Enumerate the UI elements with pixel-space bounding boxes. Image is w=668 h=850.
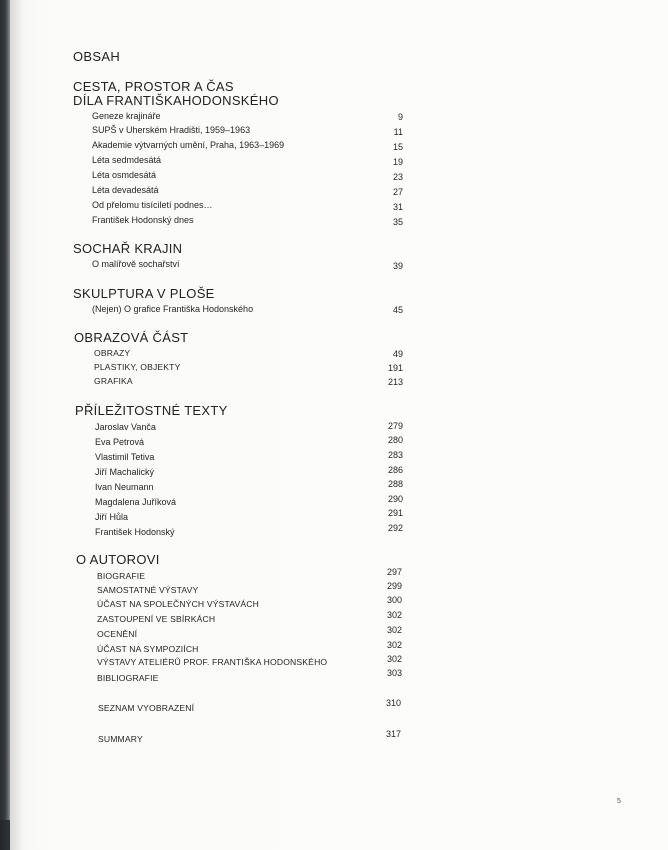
toc-entry-page: 302 bbox=[386, 625, 402, 635]
section-title-line: DÍLA FRANTIŠKAHODONSKÉHO bbox=[73, 93, 279, 108]
toc-entry-page: 280 bbox=[387, 435, 403, 445]
toc-entry-page: 191 bbox=[387, 363, 403, 373]
toc-entry-label[interactable]: František Hodonský dnes bbox=[92, 215, 194, 225]
toc-entry-label[interactable]: ÚČAST NA SPOLEČNÝCH VÝSTAVÁCH bbox=[97, 599, 259, 609]
section-title: SKULPTURA V PLOŠE bbox=[73, 286, 215, 301]
book-spine bbox=[0, 0, 10, 850]
toc-entry-label[interactable]: Jiří Hůla bbox=[95, 512, 129, 522]
toc-entry-page: 303 bbox=[386, 668, 402, 678]
toc-entry-label[interactable]: (Nejen) O grafice Františka Hodonského bbox=[92, 304, 254, 314]
toc-entry-page: 302 bbox=[386, 654, 402, 664]
toc-entry-label[interactable]: Geneze krajináře bbox=[92, 111, 161, 121]
toc-entry-label[interactable]: Ivan Neumann bbox=[95, 482, 154, 492]
toc-entry-label[interactable]: Léta sedmdesátá bbox=[92, 155, 162, 165]
toc-entry-page: 213 bbox=[387, 377, 403, 387]
toc-entry-label[interactable]: Jaroslav Vanča bbox=[95, 422, 156, 432]
toc-entry-page: 300 bbox=[386, 595, 402, 605]
toc-entry-page: 302 bbox=[386, 610, 402, 620]
toc-entry-label[interactable]: Akademie výtvarných umění, Praha, 1963–1969 bbox=[92, 140, 285, 150]
toc-entry-label[interactable]: SUMMARY bbox=[98, 734, 143, 744]
section-title: OBRAZOVÁ ČÁST bbox=[74, 330, 189, 345]
toc-entry-label[interactable]: Jiří Machalický bbox=[95, 467, 155, 477]
toc-entry-page: 9 bbox=[397, 112, 403, 122]
toc-entry-page: 291 bbox=[387, 508, 403, 518]
book-page bbox=[10, 0, 668, 850]
section-title: PŘÍLEŽITOSTNÉ TEXTY bbox=[75, 403, 228, 418]
toc-entry-page: 27 bbox=[392, 187, 403, 197]
toc-entry-label[interactable]: VÝSTAVY ATELIÉRŮ PROF. FRANTIŠKA HODONSKÉHO bbox=[97, 657, 328, 667]
toc-entry-label[interactable]: Od přelomu tisíciletí podnes… bbox=[92, 200, 213, 210]
toc-entry-page: 279 bbox=[387, 421, 403, 431]
table-of-contents bbox=[10, 0, 668, 850]
toc-entry-page: 286 bbox=[387, 465, 403, 475]
toc-entry-label[interactable]: Léta devadesátá bbox=[92, 185, 159, 195]
toc-entry-label[interactable]: PLASTIKY, OBJEKTY bbox=[94, 362, 181, 372]
toc-entry-label[interactable]: Vlastimil Tetiva bbox=[95, 452, 155, 462]
toc-entry-label[interactable]: František Hodonský bbox=[95, 527, 175, 537]
toc-entry-label[interactable]: BIOGRAFIE bbox=[97, 571, 146, 581]
toc-entry-page: 292 bbox=[387, 523, 403, 533]
toc-entry-page: 302 bbox=[386, 640, 402, 650]
toc-entry-page: 310 bbox=[385, 698, 401, 708]
toc-entry-page: 31 bbox=[392, 202, 403, 212]
toc-entry-page: 19 bbox=[392, 157, 403, 167]
toc-entry-label[interactable]: SAMOSTATNÉ VÝSTAVY bbox=[97, 585, 199, 595]
toc-entry-label[interactable]: BIBLIOGRAFIE bbox=[97, 673, 159, 683]
toc-entry-label[interactable]: OBRAZY bbox=[94, 348, 131, 358]
toc-entry-label[interactable]: OCENĚNÍ bbox=[97, 629, 138, 639]
section-title: SOCHAŘ KRAJIN bbox=[73, 241, 183, 256]
section-title: O AUTOROVI bbox=[76, 552, 160, 567]
toc-title: OBSAH bbox=[73, 49, 121, 64]
toc-entry-label[interactable]: Eva Petrová bbox=[95, 437, 145, 447]
toc-entry-page: 39 bbox=[392, 261, 403, 271]
toc-entry-page: 297 bbox=[386, 567, 402, 577]
toc-entry-page: 49 bbox=[392, 349, 403, 359]
toc-entry-page: 283 bbox=[387, 450, 403, 460]
toc-entry-page: 317 bbox=[385, 729, 401, 739]
toc-entry-label[interactable]: SUPŠ v Uherském Hradišti, 1959–1963 bbox=[92, 125, 251, 135]
toc-entry-page: 35 bbox=[392, 217, 403, 227]
toc-entry-label[interactable]: ZASTOUPENÍ VE SBÍRKÁCH bbox=[97, 614, 216, 624]
toc-entry-label[interactable]: Magdalena Juříková bbox=[95, 497, 177, 507]
toc-entry-page: 299 bbox=[386, 581, 402, 591]
page-number: 5 bbox=[617, 798, 621, 805]
section-title-line: CESTA, PROSTOR A ČAS bbox=[73, 79, 234, 94]
toc-entry-page: 15 bbox=[392, 142, 403, 152]
toc-entry-label[interactable]: ÚČAST NA SYMPOZIÍCH bbox=[97, 644, 199, 654]
toc-entry-page: 45 bbox=[392, 305, 403, 315]
toc-entry-label[interactable]: GRAFIKA bbox=[94, 376, 133, 386]
toc-entry-label[interactable]: Léta osmdesátá bbox=[92, 170, 157, 180]
toc-entry-page: 23 bbox=[392, 172, 403, 182]
toc-entry-page: 288 bbox=[387, 479, 403, 489]
toc-entry-label[interactable]: O malířově sochařství bbox=[92, 259, 180, 269]
toc-entry-page: 290 bbox=[387, 494, 403, 504]
toc-entry-label[interactable]: SEZNAM VYOBRAZENÍ bbox=[98, 703, 195, 713]
toc-entry-page: 11 bbox=[393, 127, 403, 137]
